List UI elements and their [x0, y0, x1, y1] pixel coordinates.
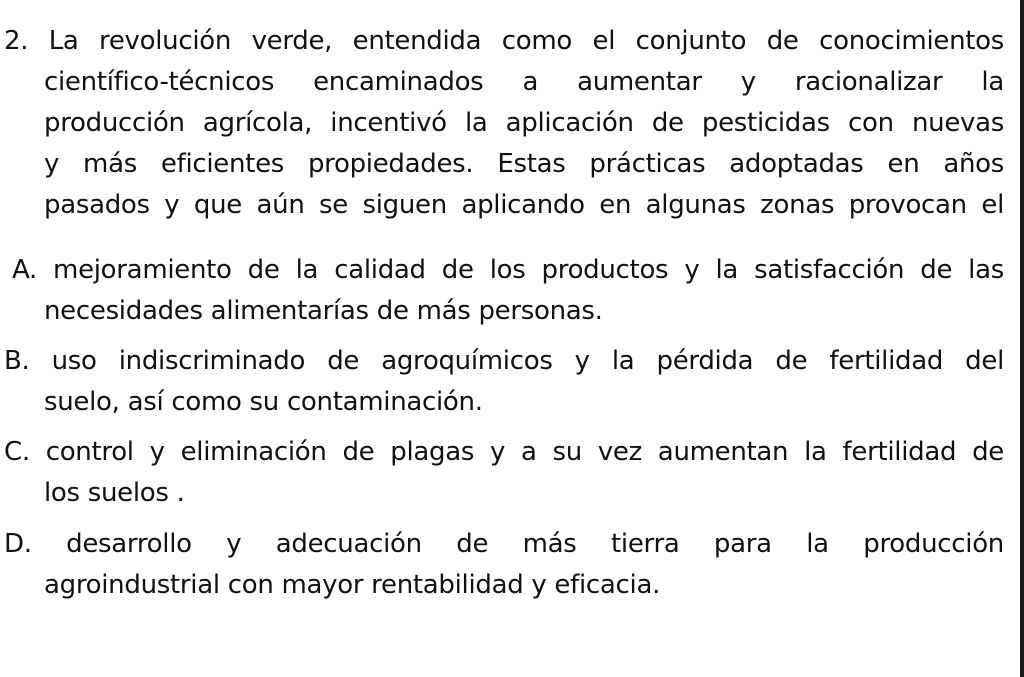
option-d[interactable]	[4, 524, 1004, 606]
option-d-line-2: agroindustrial con mayor rentabilidad y eficacia.	[44, 570, 661, 600]
question-line-2: científico-técnicos encaminados a aumentar y racionalizar la	[44, 67, 1004, 97]
option-b-line-2: suelo, así como su contaminación.	[44, 387, 483, 417]
question-line-5: pasados y que aún se siguen aplicando en algunas zonas provocan el	[44, 190, 1004, 220]
option-c-line-1: C. control y eliminación de plagas y a su vez aumentan la fertilidad de	[4, 437, 1004, 467]
option-b-line-1: B. uso indiscriminado de agroquímicos y la pérdida de fertilidad del	[4, 346, 1004, 376]
page-edge-border	[1020, 0, 1024, 677]
option-c-line-2: los suelos .	[44, 478, 185, 508]
option-c[interactable]	[4, 432, 1004, 514]
question-line-3: producción agrícola, incentivó la aplicación de pesticidas con nuevas	[44, 108, 1004, 138]
option-a-line-1: A. mejoramiento de la calidad de los productos y la satisfacción de las	[12, 255, 1004, 285]
option-a[interactable]	[12, 250, 1004, 332]
question-line-4: y más eficientes propiedades. Estas prácticas adoptadas en años	[44, 149, 1004, 179]
option-d-line-1: D. desarrollo y adecuación de más tierra para la producción	[4, 529, 1004, 559]
question-stem	[4, 21, 1004, 226]
option-b[interactable]	[4, 341, 1004, 423]
question-line-1: 2. La revolución verde, entendida como el conjunto de conocimientos	[4, 26, 1004, 56]
option-a-line-2: necesidades alimentarías de más personas.	[44, 296, 603, 326]
